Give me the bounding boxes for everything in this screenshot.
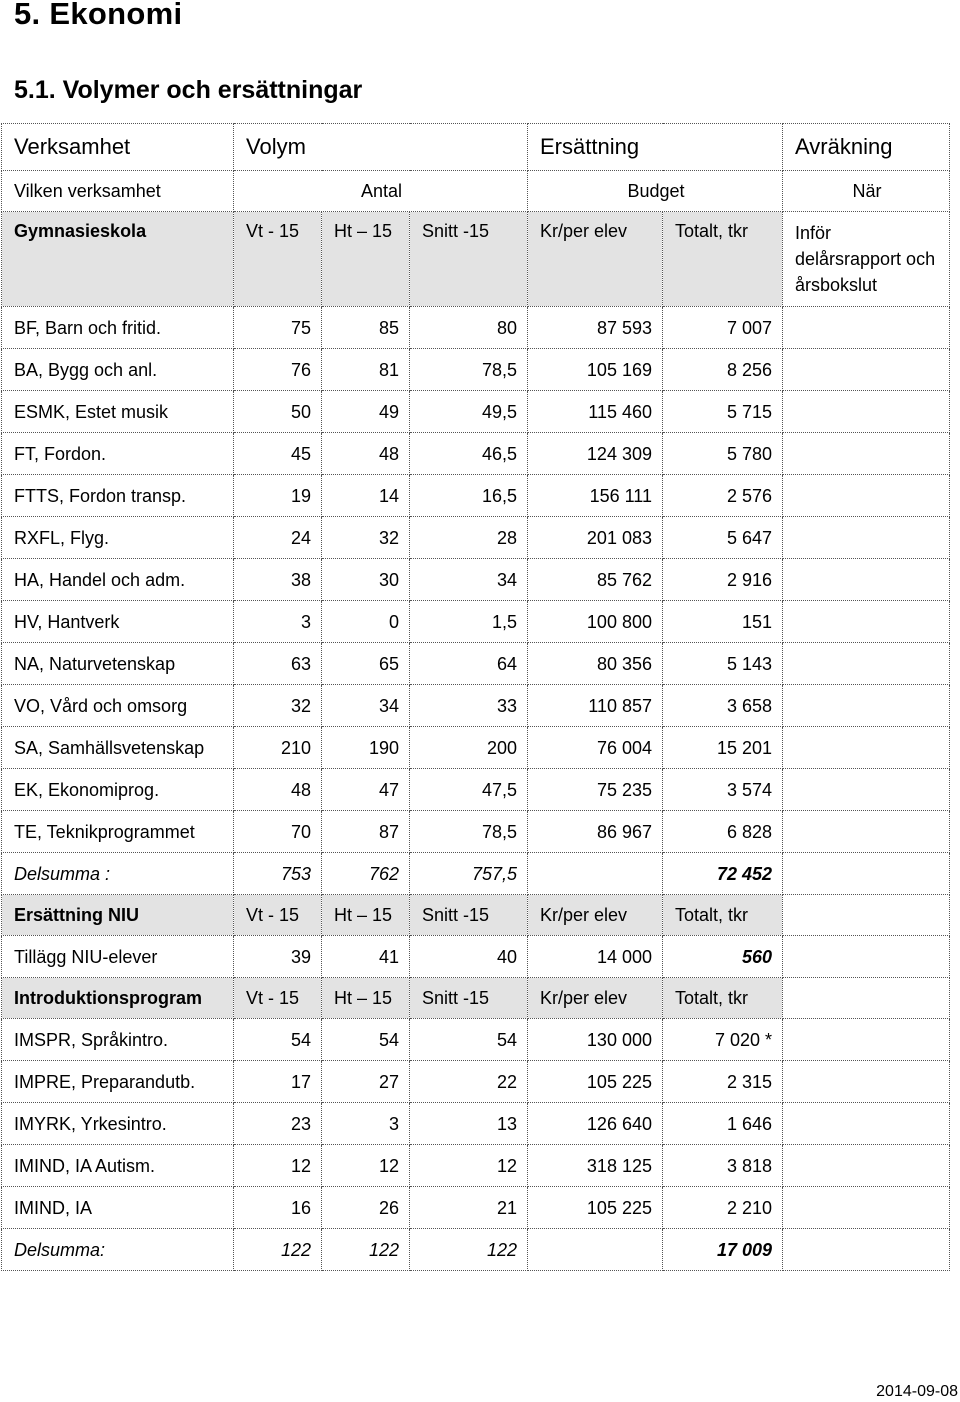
table-cell: 30: [322, 559, 410, 601]
table-cell: 50: [234, 391, 322, 433]
table-cell: 54: [322, 1019, 410, 1061]
table-row: [2, 936, 950, 978]
table-row: [2, 727, 950, 769]
table-cell: 87 593: [528, 307, 663, 349]
table-cell: 1 646: [663, 1103, 783, 1145]
row-label: SA, Samhällsvetenskap: [2, 727, 234, 769]
table-cell: 2 916: [663, 559, 783, 601]
table-cell: [783, 853, 950, 895]
section-heading: 5.1. Volymer och ersättningar: [14, 76, 363, 104]
row-label: HA, Handel och adm.: [2, 559, 234, 601]
table-row: [2, 475, 950, 517]
avrakning-note: Inför delårsrapport och årsbokslut: [783, 212, 950, 307]
table-cell: 110 857: [528, 685, 663, 727]
table-cell: 34: [322, 685, 410, 727]
table-cell: 49,5: [410, 391, 528, 433]
table-cell: Vt - 15: [234, 978, 322, 1019]
table-row: [2, 517, 950, 559]
table-cell: [783, 601, 950, 643]
table-cell: 70: [234, 811, 322, 853]
table-row: [2, 1187, 950, 1229]
table-cell: 14: [322, 475, 410, 517]
table-cell: 753: [234, 853, 322, 895]
table-cell: 76: [234, 349, 322, 391]
table-cell: [783, 895, 950, 936]
table-cell: 17: [234, 1061, 322, 1103]
header-row-2: [2, 171, 950, 212]
table-cell: 72 452: [663, 853, 783, 895]
table-cell: 5 143: [663, 643, 783, 685]
table-cell: 5 780: [663, 433, 783, 475]
gymnasieskola-header-row: [2, 212, 950, 307]
table-cell: 5 647: [663, 517, 783, 559]
header-antal: Antal: [234, 171, 528, 212]
table-cell: 105 169: [528, 349, 663, 391]
table-cell: 15 201: [663, 727, 783, 769]
table-cell: [783, 1061, 950, 1103]
table-cell: [528, 853, 663, 895]
table-cell: 201 083: [528, 517, 663, 559]
col-kr-per-elev: Kr/per elev: [528, 212, 663, 307]
table-row: [2, 349, 950, 391]
table-cell: 3 818: [663, 1145, 783, 1187]
table-cell: 130 000: [528, 1019, 663, 1061]
table-cell: 3: [234, 601, 322, 643]
table-cell: [783, 517, 950, 559]
footer-date: 2014-09-08: [876, 1383, 958, 1400]
row-label: VO, Vård och omsorg: [2, 685, 234, 727]
page-heading: 5. Ekonomi: [14, 0, 183, 31]
table-cell: 5 715: [663, 391, 783, 433]
table-cell: 190: [322, 727, 410, 769]
table-cell: 3 658: [663, 685, 783, 727]
row-label: EK, Ekonomiprog.: [2, 769, 234, 811]
row-label: IMSPR, Språkintro.: [2, 1019, 234, 1061]
table-cell: 86 967: [528, 811, 663, 853]
table-cell: 75: [234, 307, 322, 349]
row-label: RXFL, Flyg.: [2, 517, 234, 559]
table-row: [2, 685, 950, 727]
table-cell: [783, 936, 950, 978]
row-label: FT, Fordon.: [2, 433, 234, 475]
niu-header-row: [2, 895, 950, 936]
table-cell: [783, 727, 950, 769]
table-cell: Ht – 15: [322, 895, 410, 936]
table-cell: 2 210: [663, 1187, 783, 1229]
table-cell: 2 576: [663, 475, 783, 517]
table-cell: 757,5: [410, 853, 528, 895]
table-cell: Totalt, tkr: [663, 978, 783, 1019]
row-label: Tillägg NIU-elever: [2, 936, 234, 978]
table-cell: 64: [410, 643, 528, 685]
table-row: [2, 1145, 950, 1187]
table-cell: 7 020 *: [663, 1019, 783, 1061]
table-cell: 126 640: [528, 1103, 663, 1145]
table-cell: 41: [322, 936, 410, 978]
row-label: Ersättning NIU: [2, 895, 234, 936]
table-cell: 48: [234, 769, 322, 811]
row-label: IMIND, IA Autism.: [2, 1145, 234, 1187]
table-cell: Ht – 15: [322, 978, 410, 1019]
table-cell: 122: [410, 1229, 528, 1271]
table-cell: 48: [322, 433, 410, 475]
table-cell: 6 828: [663, 811, 783, 853]
table-cell: Totalt, tkr: [663, 895, 783, 936]
header-verksamhet: Verksamhet: [2, 124, 234, 171]
table-cell: 38: [234, 559, 322, 601]
table-cell: 85 762: [528, 559, 663, 601]
table-cell: [783, 643, 950, 685]
header-vilken-verksamhet: Vilken verksamhet: [2, 171, 234, 212]
table-cell: 28: [410, 517, 528, 559]
table-cell: 47: [322, 769, 410, 811]
header-avrakning: Avräkning: [783, 124, 950, 171]
table-cell: 81: [322, 349, 410, 391]
table-cell: 0: [322, 601, 410, 643]
table-row: [2, 643, 950, 685]
table-cell: 13: [410, 1103, 528, 1145]
table-cell: 33: [410, 685, 528, 727]
table-cell: 12: [322, 1145, 410, 1187]
table-cell: Kr/per elev: [528, 895, 663, 936]
table-cell: 3: [322, 1103, 410, 1145]
row-label: BF, Barn och fritid.: [2, 307, 234, 349]
table-cell: Snitt -15: [410, 978, 528, 1019]
row-label: NA, Naturvetenskap: [2, 643, 234, 685]
table-cell: 27: [322, 1061, 410, 1103]
table-cell: 54: [234, 1019, 322, 1061]
table-cell: [783, 1103, 950, 1145]
row-label: FTTS, Fordon transp.: [2, 475, 234, 517]
table-cell: 78,5: [410, 811, 528, 853]
col-snitt15: Snitt -15: [410, 212, 528, 307]
table-cell: 39: [234, 936, 322, 978]
table-cell: 762: [322, 853, 410, 895]
table-cell: Vt - 15: [234, 895, 322, 936]
row-label: IMIND, IA: [2, 1187, 234, 1229]
table-cell: 47,5: [410, 769, 528, 811]
table-cell: Kr/per elev: [528, 978, 663, 1019]
table-row: [2, 433, 950, 475]
table-cell: 87: [322, 811, 410, 853]
table-cell: 26: [322, 1187, 410, 1229]
table-cell: 78,5: [410, 349, 528, 391]
table-cell: 85: [322, 307, 410, 349]
col-vt15: Vt - 15: [234, 212, 322, 307]
table-cell: 1,5: [410, 601, 528, 643]
table-cell: 12: [234, 1145, 322, 1187]
table-cell: 75 235: [528, 769, 663, 811]
table-cell: 22: [410, 1061, 528, 1103]
table-cell: [783, 559, 950, 601]
table-cell: 8 256: [663, 349, 783, 391]
table-cell: [783, 475, 950, 517]
table-cell: [783, 978, 950, 1019]
table-row: [2, 1061, 950, 1103]
table-row: [2, 391, 950, 433]
row-label: IMPRE, Preparandutb.: [2, 1061, 234, 1103]
table-cell: 45: [234, 433, 322, 475]
gymnasieskola-label: Gymnasieskola: [2, 212, 234, 307]
table-cell: 24: [234, 517, 322, 559]
header-nar: När: [783, 171, 950, 212]
table-cell: 40: [410, 936, 528, 978]
col-ht15: Ht – 15: [322, 212, 410, 307]
table-cell: 12: [410, 1145, 528, 1187]
table-cell: 122: [322, 1229, 410, 1271]
table-cell: [783, 433, 950, 475]
table-cell: 200: [410, 727, 528, 769]
table-cell: 21: [410, 1187, 528, 1229]
table-cell: 124 309: [528, 433, 663, 475]
table-cell: 16,5: [410, 475, 528, 517]
table-cell: 122: [234, 1229, 322, 1271]
table-cell: Snitt -15: [410, 895, 528, 936]
table-row: [2, 1103, 950, 1145]
row-label: Delsumma :: [2, 853, 234, 895]
table-cell: 54: [410, 1019, 528, 1061]
table-cell: 151: [663, 601, 783, 643]
table-cell: [783, 1229, 950, 1271]
table-cell: 100 800: [528, 601, 663, 643]
table-cell: 3 574: [663, 769, 783, 811]
table-cell: 80 356: [528, 643, 663, 685]
table-cell: 105 225: [528, 1061, 663, 1103]
table-cell: [783, 307, 950, 349]
table-row: [2, 811, 950, 853]
volume-compensation-table: [1, 123, 950, 1271]
table-cell: [783, 769, 950, 811]
table-cell: 2 315: [663, 1061, 783, 1103]
table-cell: 34: [410, 559, 528, 601]
row-label: TE, Teknikprogrammet: [2, 811, 234, 853]
table-cell: 23: [234, 1103, 322, 1145]
header-row-1: [2, 124, 950, 171]
table-row: [2, 769, 950, 811]
table-cell: 49: [322, 391, 410, 433]
subtotal-row: [2, 853, 950, 895]
table-row: [2, 559, 950, 601]
table-cell: 318 125: [528, 1145, 663, 1187]
table-row: [2, 1019, 950, 1061]
row-label: BA, Bygg och anl.: [2, 349, 234, 391]
table-row: [2, 307, 950, 349]
table-cell: 17 009: [663, 1229, 783, 1271]
table-cell: 560: [663, 936, 783, 978]
table-cell: 156 111: [528, 475, 663, 517]
col-totalt-tkr: Totalt, tkr: [663, 212, 783, 307]
header-budget: Budget: [528, 171, 783, 212]
table-cell: 105 225: [528, 1187, 663, 1229]
intro-header-row: [2, 978, 950, 1019]
subtotal-row: [2, 1229, 950, 1271]
table-cell: 16: [234, 1187, 322, 1229]
table-cell: 115 460: [528, 391, 663, 433]
row-label: ESMK, Estet musik: [2, 391, 234, 433]
table-cell: 65: [322, 643, 410, 685]
table-row: [2, 601, 950, 643]
table-cell: [783, 391, 950, 433]
table-cell: 76 004: [528, 727, 663, 769]
table-cell: 7 007: [663, 307, 783, 349]
table-cell: [783, 1019, 950, 1061]
table-cell: 80: [410, 307, 528, 349]
table-cell: 32: [322, 517, 410, 559]
table-cell: 19: [234, 475, 322, 517]
table-cell: [783, 1187, 950, 1229]
table-cell: 46,5: [410, 433, 528, 475]
header-volym: Volym: [234, 124, 528, 171]
table-cell: [783, 1145, 950, 1187]
row-label: IMYRK, Yrkesintro.: [2, 1103, 234, 1145]
row-label: Introduktionsprogram: [2, 978, 234, 1019]
table-cell: [783, 811, 950, 853]
table-cell: [783, 685, 950, 727]
table-cell: [783, 349, 950, 391]
table-cell: 210: [234, 727, 322, 769]
header-ersattning: Ersättning: [528, 124, 783, 171]
row-label: Delsumma:: [2, 1229, 234, 1271]
table-cell: 14 000: [528, 936, 663, 978]
table-cell: [528, 1229, 663, 1271]
table-cell: 32: [234, 685, 322, 727]
table-cell: 63: [234, 643, 322, 685]
row-label: HV, Hantverk: [2, 601, 234, 643]
